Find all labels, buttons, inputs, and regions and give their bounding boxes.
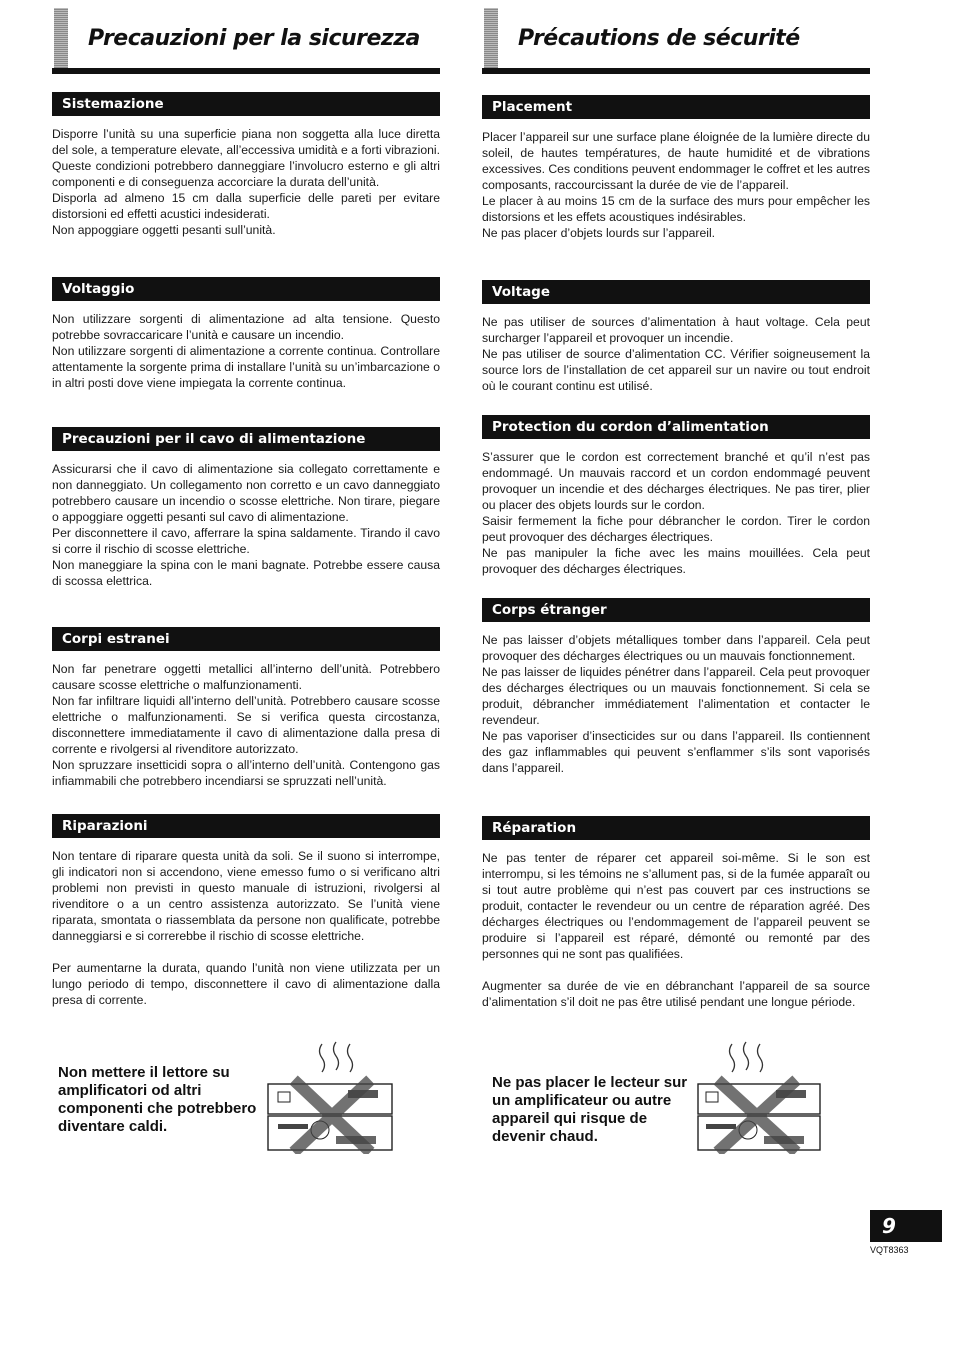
heat-waves-icon — [730, 1042, 763, 1072]
paragraph: Ne pas utiliser de sources d’alimentation à haut voltage. Cela peut surcharger l’appareil et provoquer un incendie. — [482, 315, 870, 345]
section-heading: Riparazioni — [52, 814, 440, 838]
section-sistemazione — [52, 92, 440, 238]
section-reparation — [482, 816, 870, 1010]
section-placement — [482, 95, 870, 241]
section-voltage — [482, 280, 870, 394]
section-heading: Sistemazione — [52, 92, 440, 116]
section-protection-cordon — [482, 415, 870, 577]
page-number: 9 — [870, 1210, 942, 1242]
section-heading: Protection du cordon d’alimentation — [482, 415, 870, 439]
paragraph: Non far penetrare oggetti metallici all’interno dell’unità. Potrebbero causare scosse elettriche o malfunzionamenti. — [52, 662, 440, 692]
paragraph: Non utilizzare sorgenti di alimentazione a corrente continua. Controllare attentamente la sorgente prima di installare l’unità su un’imbarcazione o in altri posti dove viene impiegata la corrente continua. — [52, 344, 440, 390]
header-rule — [52, 68, 440, 74]
paragraph: Non spruzzare insetticidi sopra o all’interno dell’unità. Contengono gas infiammabili che potrebbero incendiarsi se spruzzati nell’unità. — [52, 758, 440, 788]
paragraph: Per aumentarne la durata, quando l’unità non viene utilizzata per un lungo periodo di tempo, disconnettere il cavo di alimentazione dalla presa di corrente. — [52, 961, 440, 1007]
paragraph: Ne pas placer d’objets lourds sur l’appareil. — [482, 226, 716, 240]
section-heading: Precauzioni per il cavo di alimentazione — [52, 427, 440, 451]
header-tab-marker — [484, 8, 498, 74]
paragraph: Disporre l’unità su una superficie piana non soggetta alla luce diretta del sole, a temperature elevate, all’eccessiva umidità e a forti vibrazioni. Queste condizioni potrebbero danneggiare l’involucro esterno e gli altri componenti e di conseguenza accorciare la durata dell’unità. — [52, 127, 440, 189]
paragraph: Ne pas manipuler la fiche avec les mains mouillées. Cela peut provoquer des décharges électriques. — [482, 546, 870, 576]
paragraph: Non appoggiare oggetti pesanti sull’unità. — [52, 223, 276, 237]
section-heading: Réparation — [482, 816, 870, 840]
paragraph: Per disconnettere il cavo, afferrare la spina saldamente. Tirando il cavo si corre il rischio di scosse elettriche. — [52, 526, 440, 556]
paragraph: Non far infiltrare liquidi all’interno dell’unità. Potrebbero causare scosse elettriche o malfunzionamenti. Se si verifica questa circostanza, disconnettere immediatamente il cavo di alimentazione dalla presa di corrente e rivolgersi al rivenditore autorizzato. — [52, 694, 440, 756]
paragraph: Saisir fermement la fiche pour débrancher le cordon. Tirer le cordon peut provoquer des décharges électriques. — [482, 514, 870, 544]
paragraph: Le placer à au moins 15 cm de la surface des murs pour empêcher les distorsions et les effets acoustiques indésirables. — [482, 194, 870, 224]
header-tab-marker — [54, 8, 68, 74]
page-title: Precauzioni per la sicurezza — [88, 26, 420, 51]
section-riparazioni — [52, 814, 440, 1008]
section-cavo-alimentazione — [52, 427, 440, 589]
paragraph: Ne pas laisser de liquides pénétrer dans l’appareil. Cela peut provoquer des décharges électriques ou un mauvais fonctionnement. Si cela se produit, débrancher immédiatement l’alimentation et contacter le revendeur. — [482, 665, 870, 727]
paragraph: Disporla ad almeno 15 cm dalla superficie delle pareti per evitare distorsioni ed effetti acustici indesiderati. — [52, 191, 440, 221]
paragraph: Assicurarsi che il cavo di alimentazione sia collegato correttamente e non danneggiato. Un collegamento non corretto e un cavo danneggiato potrebbero causare un incendio o scosse elettriche. Non tirare, piegare o appoggiare oggetti pesanti sul cavo di alimentazione. — [52, 462, 440, 524]
section-heading: Voltaggio — [52, 277, 440, 301]
heat-warning — [482, 1040, 870, 1154]
section-heading: Corps étranger — [482, 598, 870, 622]
page-title: Précautions de sécurité — [518, 26, 800, 51]
section-heading: Corpi estranei — [52, 627, 440, 651]
warning-text: Ne pas placer le lecteur sur un amplificateur ou autre appareil qui risque de devenir chaud. — [492, 1074, 688, 1145]
header-rule — [482, 68, 870, 74]
paragraph: S’assurer que le cordon est correctement branché et qu’il n’est pas endommagé. Un mauvais raccord et un cordon endommagé peuvent provoquer un incendie et des décharges électriques. Ne pas tirer, plier ou placer des objets lourds sur le cordon. — [482, 450, 870, 512]
warning-text: Non mettere il lettore su amplificatori od altri componenti che potrebbero diventare caldi. — [58, 1064, 257, 1135]
paragraph: Ne pas tenter de réparer cet appareil soi-même. Si le son est interrompu, si les témoins ne s’allument pas, si de la fumée apparaît ou si tout autre problème qui n’est pas couvert par ces instructions se produit, contacter le revendeur ou un centre de réparation agréé. Des décharges électriques ou l’endommagement de l’appareil peuvent se produire si l’appareil est réparé, démonté ou remonté par des personnes qui ne sont pas qualifiées. — [482, 851, 870, 961]
italian-header — [52, 8, 440, 76]
stacked-audio-devices-icon — [692, 1040, 862, 1154]
paragraph: Augmenter sa durée de vie en débranchant l’appareil de sa source d’alimentation s’il doit ne pas être utilisé pendant une longue période. — [482, 979, 870, 1009]
section-heading: Voltage — [482, 280, 870, 304]
section-voltaggio — [52, 277, 440, 391]
paragraph: Ne pas vaporiser d’insecticides sur ou dans l’appareil. Ils contiennent des gaz inflammables qui peuvent s’enflammer s’ils sont vaporisés dans l’appareil. — [482, 729, 870, 775]
paragraph: Ne pas laisser d’objets métalliques tomber dans l’appareil. Cela peut provoquer des décharges électriques ou un mauvais fonctionnement. — [482, 633, 870, 663]
section-corpi-estranei — [52, 627, 440, 789]
paragraph: Non tentare di riparare questa unità da soli. Se il suono si interrompe, gli indicatori non si accendono, viene emesso fumo o si verificano altri problemi non previsti in questo manuale di istruzioni, rivolgersi al rivenditore o a un centro assistenza autorizzato. Se l’unità viene riparata, smontata o riassemblata da persone non qualificate, potrebbe danneggiarsi e si correrebbe il rischio di scosse elettriche. — [52, 849, 440, 943]
paragraph: Non utilizzare sorgenti di alimentazione ad alta tensione. Questo potrebbe sovraccaricare l’unità e causare un incendio. — [52, 312, 440, 342]
heat-waves-icon — [320, 1042, 353, 1072]
paragraph: Ne pas utiliser de source d’alimentation CC. Vérifier soigneusement la source lors de l’installation de cet appareil sur un navire ou tout endroit où le courant continu est utilisé. — [482, 347, 870, 393]
section-heading: Placement — [482, 95, 870, 119]
heat-warning — [52, 1040, 440, 1154]
french-header — [482, 8, 870, 76]
paragraph: Non maneggiare la spina con le mani bagnate. Potrebbe essere causa di scossa elettrica. — [52, 558, 440, 588]
paragraph: Placer l’appareil sur une surface plane éloignée de la lumière directe du soleil, de hautes températures, de haute humidité et de vibrations excessives. Ces conditions peuvent endommager le coffret et les autres composants, raccourcissant la durée de vie de l’appareil. — [482, 130, 870, 192]
stacked-audio-devices-icon — [264, 1040, 434, 1154]
document-code: VQT8363 — [870, 1245, 909, 1255]
section-corps-etranger — [482, 598, 870, 776]
